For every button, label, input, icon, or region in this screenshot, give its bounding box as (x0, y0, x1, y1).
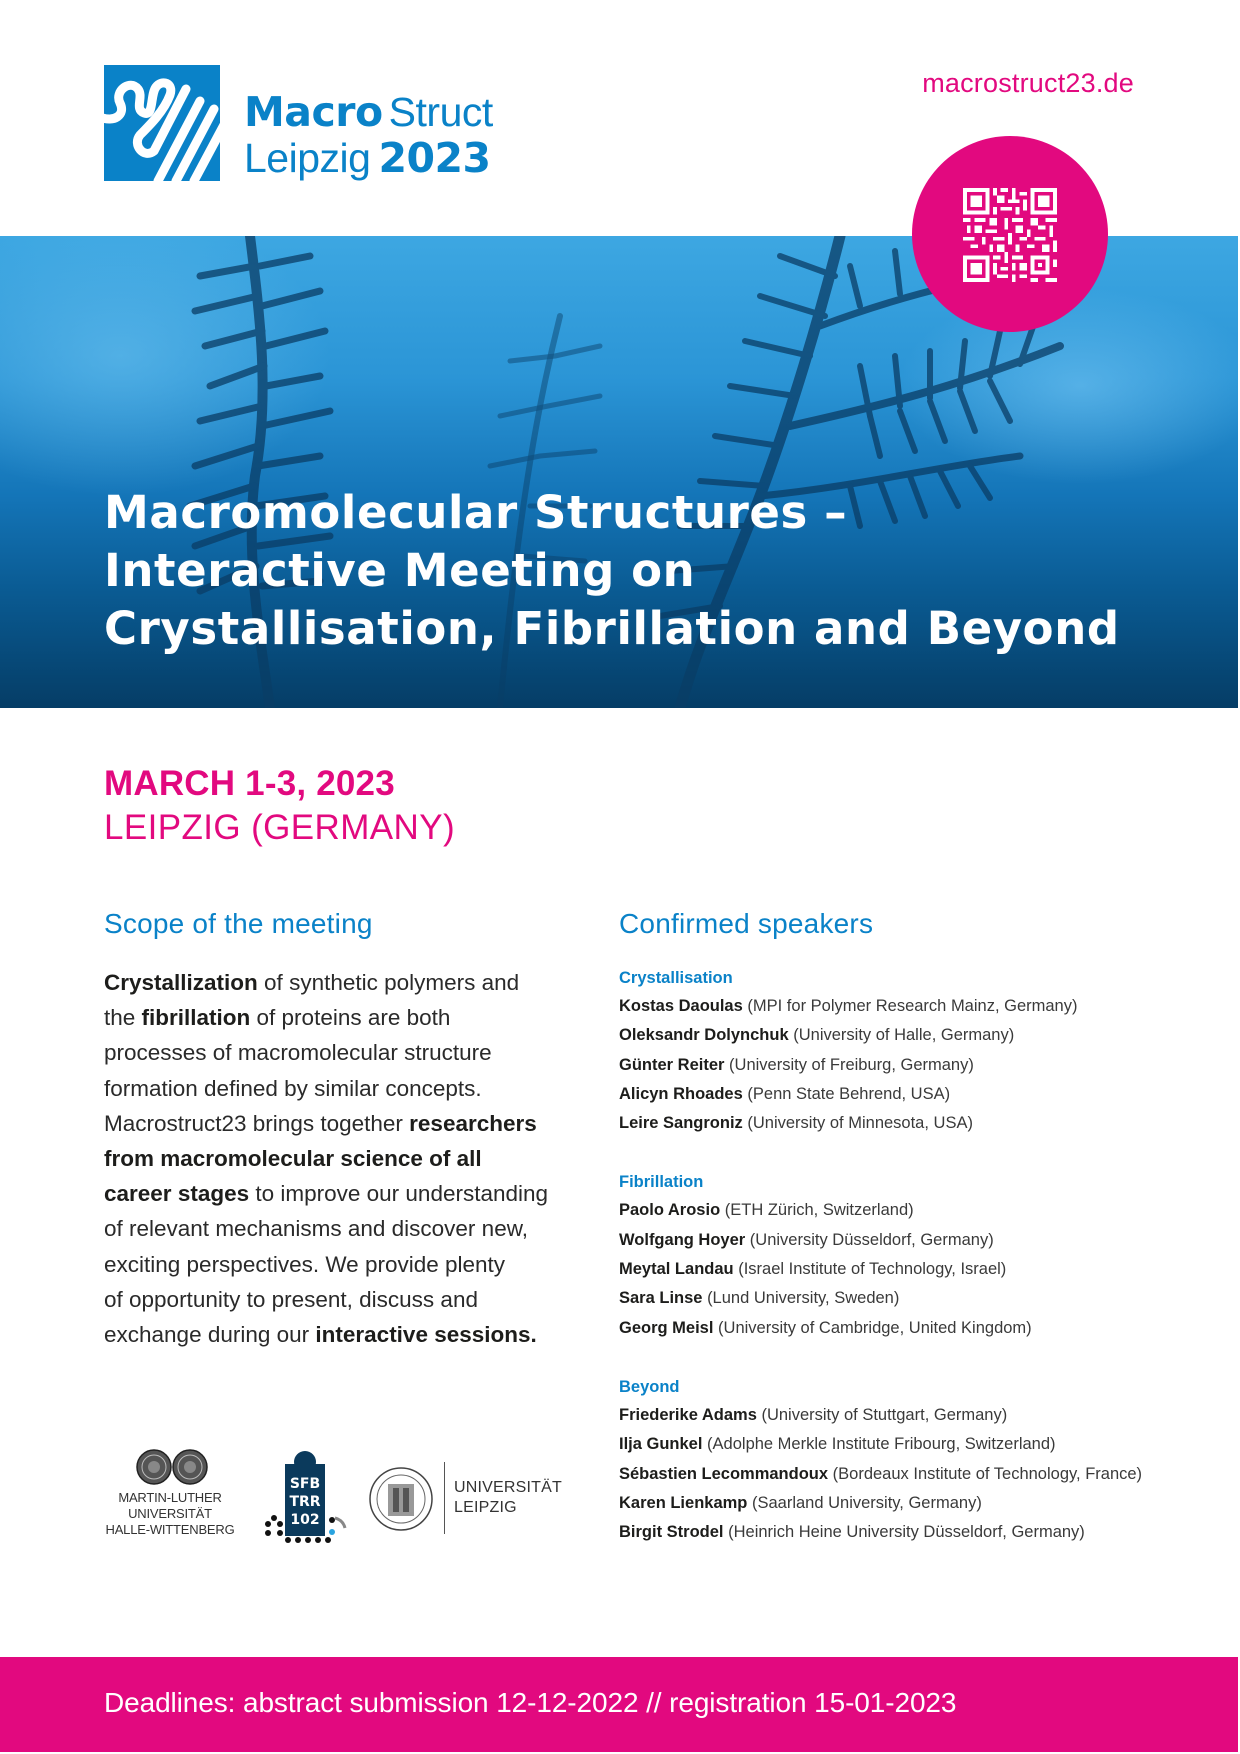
logo-wordmark (244, 89, 493, 181)
speaker-name: Oleksandr Dolynchuk (619, 1026, 789, 1045)
website-link[interactable]: macrostruct23.de (922, 68, 1134, 98)
mlu-halle-logo[interactable] (100, 1448, 240, 1548)
scope-line (104, 1317, 584, 1352)
scope-paragraph (104, 965, 584, 1352)
speaker-name: Karen Lienkamp (619, 1493, 748, 1512)
speaker-name: Leire Sangroniz (619, 1114, 743, 1133)
mlu-line: HALLE-WITTENBERG (105, 1522, 235, 1537)
logo-divider (444, 1462, 445, 1534)
speaker-row (619, 1489, 1219, 1518)
scope-text-segment: exciting perspectives. We provide plenty (104, 1251, 506, 1277)
scope-line (104, 1176, 584, 1211)
scope-emphasis: researchers (409, 1110, 537, 1136)
scope-line (104, 1282, 584, 1317)
scope-emphasis: from macromolecular science of all (104, 1146, 482, 1172)
speaker-affiliation: (MPI for Polymer Research Mainz, Germany) (747, 997, 1078, 1015)
speaker-category-title: Crystallisation (619, 969, 733, 987)
speaker-affiliation: (Penn State Behrend, USA) (747, 1084, 951, 1103)
speaker-name: Friederike Adams (619, 1405, 757, 1424)
logo-struct: Struct (388, 89, 493, 135)
speaker-affiliation: (Adolphe Merkle Institute Fribourg, Switzerland) (707, 1435, 1056, 1454)
mlu-line: UNIVERSITÄT (128, 1506, 212, 1521)
partner-logos (100, 1448, 570, 1548)
scope-heading: Scope of the meeting (104, 908, 373, 939)
leipzig-line: UNIVERSITÄT (454, 1479, 562, 1496)
university-seals-icon (136, 1448, 208, 1486)
svg-text:102: 102 (290, 1512, 320, 1528)
speaker-row (619, 1460, 1219, 1489)
leipzig-line: LEIPZIG (454, 1499, 517, 1516)
speaker-name: Alicyn Rhoades (619, 1084, 743, 1103)
speaker-row (619, 1255, 1219, 1284)
sfb-trr102-icon (260, 1448, 350, 1548)
deadlines-text: Deadlines: abstract submission 12-12-2022 // registration 15-01-2023 (104, 1687, 957, 1718)
scope-text-segment: of relevant mechanisms and discover new, (104, 1216, 528, 1242)
logo-leipzig: Leipzig (244, 135, 371, 181)
scope-text-segment: Macrostruct23 brings together (104, 1110, 410, 1136)
speaker-affiliation: (ETH Zürich, Switzerland) (724, 1201, 914, 1220)
scope-line (104, 1071, 584, 1106)
speaker-row (619, 1314, 1219, 1343)
scope-emphasis: Crystallization (104, 970, 258, 995)
speaker-category (619, 1375, 1219, 1547)
speakers-heading: Confirmed speakers (619, 908, 874, 939)
speaker-category-title: Fibrillation (619, 1173, 704, 1192)
speaker-affiliation: (University of Halle, Germany) (793, 1026, 1015, 1045)
banner-title-line: Crystallisation, Fibrillation and Beyond (104, 602, 1120, 655)
speaker-name: Paolo Arosio (619, 1201, 721, 1220)
macrostruct-logo (104, 65, 524, 183)
speaker-category (619, 1170, 1219, 1342)
speaker-name: Kostas Daoulas (619, 997, 743, 1015)
svg-text:SFB: SFB (289, 1476, 321, 1492)
banner-title-line: Macromolecular Structures – (104, 486, 848, 539)
speaker-row (619, 992, 1219, 1021)
speaker-name: Günter Reiter (619, 1055, 725, 1074)
mlu-line: MARTIN-LUTHER (118, 1490, 222, 1505)
speaker-affiliation: (University of Stuttgart, Germany) (761, 1405, 1008, 1424)
speaker-row (619, 1196, 1219, 1225)
speaker-affiliation: (Saarland University, Germany) (751, 1493, 982, 1512)
scope-line (104, 1000, 584, 1035)
speaker-name: Ilja Gunkel (619, 1435, 703, 1454)
logo-macro: Macro (244, 88, 383, 136)
event-date: MARCH 1-3, 2023 (104, 764, 395, 803)
scope-text-segment: formation defined by similar concepts. (104, 1075, 482, 1101)
speaker-row (619, 1401, 1219, 1430)
speaker-row (619, 1109, 1219, 1138)
deadlines-footer (0, 1657, 1238, 1752)
speaker-name: Meytal Landau (619, 1260, 734, 1279)
speaker-category (619, 966, 1219, 1138)
speaker-row (619, 1226, 1219, 1255)
leipzig-name (454, 1478, 562, 1518)
speaker-affiliation: (University Düsseldorf, Germany) (749, 1230, 994, 1249)
speaker-category-title: Beyond (619, 1377, 680, 1396)
scope-emphasis: interactive sessions. (315, 1322, 537, 1348)
banner-title (104, 484, 1120, 658)
scope-line (104, 1141, 584, 1176)
scope-line (104, 1106, 584, 1141)
speaker-row (619, 1284, 1219, 1313)
sfb-trr102-logo[interactable] (260, 1448, 350, 1548)
scope-text-segment: of synthetic polymers and (257, 970, 520, 995)
speaker-affiliation: (University of Cambridge, United Kingdom) (718, 1318, 1032, 1337)
speaker-name: Birgit Strodel (619, 1523, 724, 1542)
logo-year: 2023 (378, 134, 491, 182)
speaker-name: Wolfgang Hoyer (619, 1230, 746, 1249)
speaker-name: Georg Meisl (619, 1318, 714, 1337)
event-location: LEIPZIG (GERMANY) (104, 808, 456, 847)
speaker-row (619, 1518, 1219, 1547)
speaker-row (619, 1051, 1219, 1080)
scope-text-segment: the (104, 1005, 142, 1031)
qr-code-badge[interactable] (912, 136, 1108, 332)
speaker-affiliation: (University of Minnesota, USA) (747, 1114, 973, 1133)
speaker-affiliation: (Bordeaux Institute of Technology, France) (832, 1464, 1143, 1483)
speaker-row (619, 1080, 1219, 1109)
scope-emphasis: career stages (104, 1181, 250, 1207)
scope-emphasis: fibrillation (141, 1005, 251, 1031)
scope-line (104, 965, 584, 1000)
scope-line (104, 1035, 584, 1070)
svg-text:TRR: TRR (289, 1494, 321, 1510)
scope-text-segment: of opportunity to present, discuss and (104, 1286, 478, 1312)
scope-line (104, 1247, 584, 1282)
qr-code-icon[interactable] (962, 188, 1058, 282)
speakers-list (619, 966, 1219, 1579)
scope-line (104, 1211, 584, 1246)
banner-title-line: Interactive Meeting on (104, 544, 696, 597)
logo-squiggle-icon (104, 65, 220, 181)
speaker-name: Sébastien Lecommandoux (619, 1464, 829, 1483)
scope-text-segment: of proteins are both (250, 1005, 451, 1031)
speaker-name: Sara Linse (619, 1289, 703, 1308)
speaker-row (619, 1021, 1219, 1050)
mlu-name (100, 1490, 240, 1538)
scope-text-segment: to improve our understanding (249, 1181, 549, 1207)
speaker-affiliation: (Heinrich Heine University Düsseldorf, Germany) (728, 1523, 1085, 1542)
speaker-affiliation: (Lund University, Sweden) (707, 1289, 900, 1308)
uni-leipzig-logo[interactable] (368, 1458, 568, 1538)
leipzig-seal-icon (368, 1466, 434, 1532)
scope-text-segment: exchange during our (104, 1322, 316, 1348)
speaker-row (619, 1430, 1219, 1459)
speaker-affiliation: (Israel Institute of Technology, Israel) (738, 1260, 1007, 1279)
speaker-affiliation: (University of Freiburg, Germany) (729, 1055, 974, 1074)
scope-text-segment: processes of macromolecular structure (104, 1040, 492, 1066)
